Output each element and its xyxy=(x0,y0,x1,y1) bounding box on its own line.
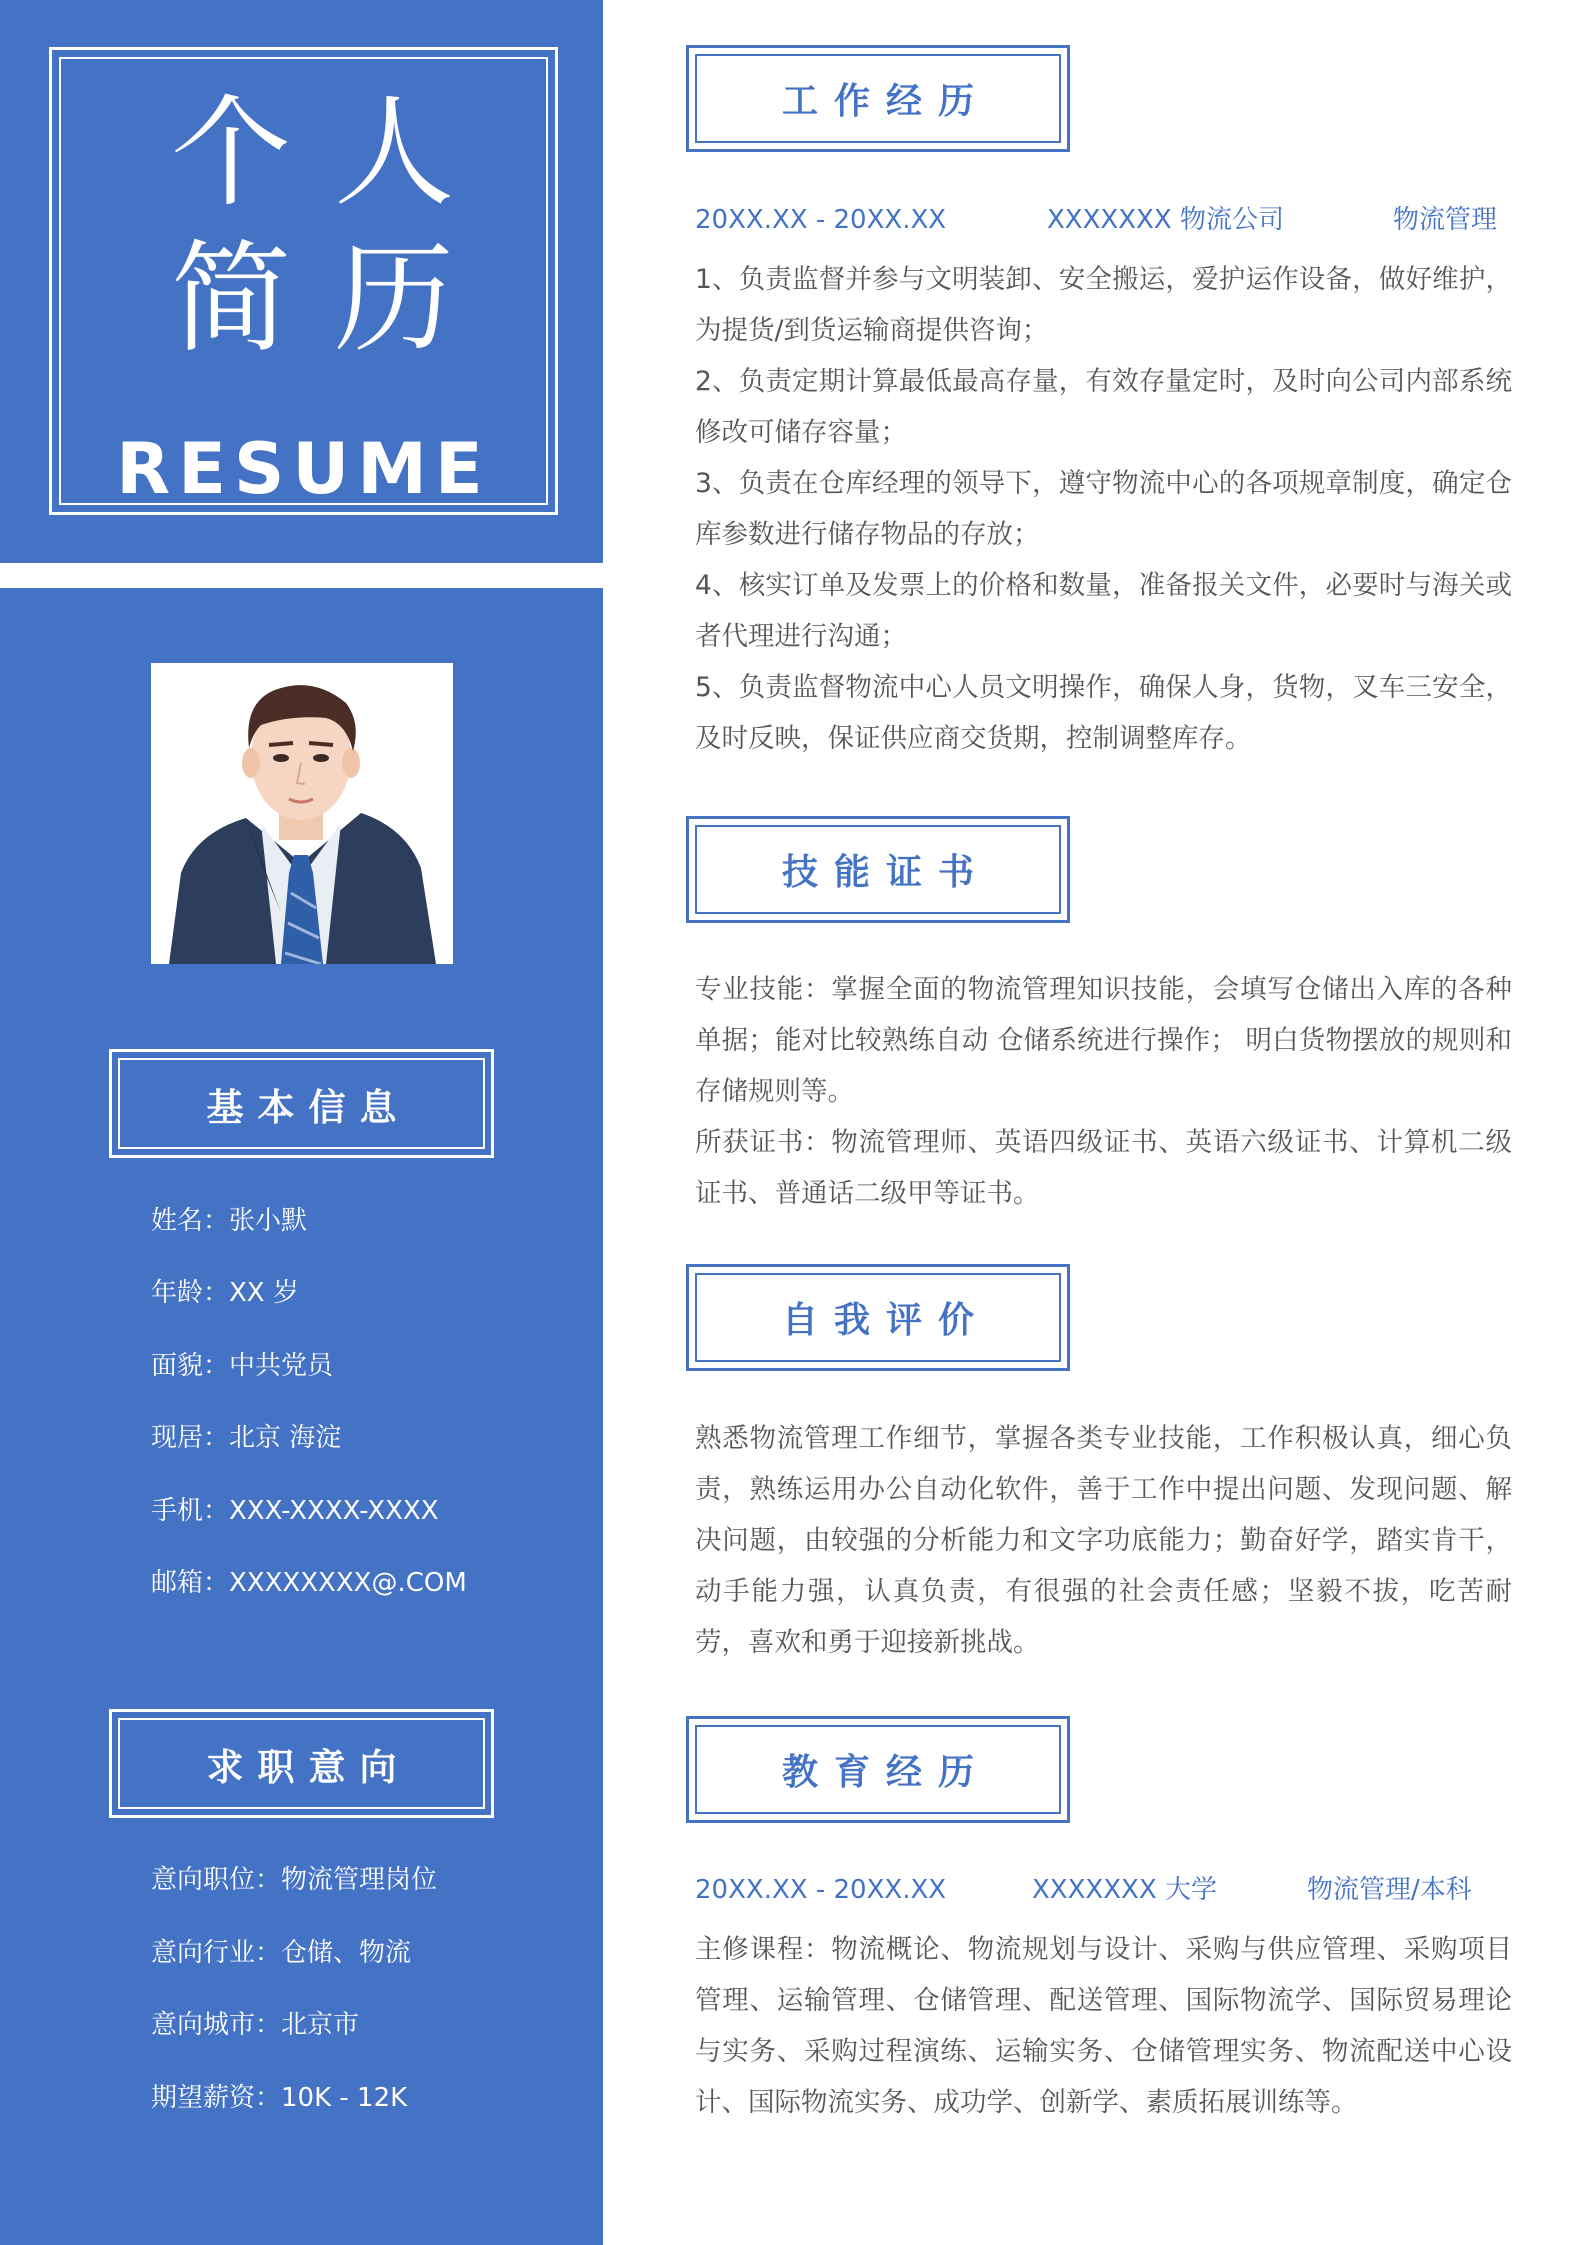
education-courses: 主修课程：物流概论、物流规划与设计、采购与供应管理、采购项目管理、运输管理、仓储管理、配送管理、国际物流学、国际贸易理论与实务、采购过程演练、运输实务、仓储管理实务、物流配送中心设计、国际物流实务、成功学、创新学、素质拓展训练等。 xyxy=(695,1934,1512,2118)
work-duty-5: 5、负责监督物流中心人员文明操作，确保人身，货物，叉车三安全，及时反映，保证供应商交货期，控制调整库存。 xyxy=(695,672,1512,754)
skills-heading: 技能证书 xyxy=(695,825,1061,914)
education-major: 物流管理/本科 xyxy=(1307,1875,1472,1905)
intent-salary: 期望薪资：10K - 12K xyxy=(151,2083,408,2113)
resume-subtitle: RESUME xyxy=(116,428,491,510)
work-company: XXXXXXX 物流公司 xyxy=(1047,205,1284,235)
info-residence: 现居：北京 海淀 xyxy=(151,1423,342,1453)
skills-certificates: 所获证书：物流管理师、英语四级证书、英语六级证书、计算机二级证书、普通话二级甲等证书。 xyxy=(695,1127,1512,1209)
work-duties xyxy=(695,254,1512,764)
work-heading-box xyxy=(686,45,1070,152)
basic-info-heading-box xyxy=(109,1049,494,1158)
basic-info-heading: 基本信息 xyxy=(118,1058,485,1149)
info-phone: 手机：XXX-XXXX-XXXX xyxy=(151,1496,439,1526)
title-char-3: 简 xyxy=(171,230,291,369)
profile-photo xyxy=(151,663,453,964)
work-heading: 工作经历 xyxy=(695,54,1061,143)
sidebar-header-panel xyxy=(0,0,603,563)
job-intent-heading-box xyxy=(109,1709,494,1818)
self-eval-paragraph: 熟悉物流管理工作细节，掌握各类专业技能，工作积极认真，细心负责，熟练运用办公自动化软件，善于工作中提出问题、发现问题、解决问题，由较强的分析能力和文字功底能力；勤奋好学，踏实肯干，动手能力强，认真负责，有很强的社会责任感；坚毅不拔，吃苦耐劳，喜欢和勇于迎接新挑战。 xyxy=(695,1423,1512,1658)
work-duty-4: 4、核实订单及发票上的价格和数量，准备报关文件，必要时与海关或者代理进行沟通； xyxy=(695,570,1512,652)
self-eval-text xyxy=(695,1413,1512,1668)
title-char-4: 历 xyxy=(334,230,454,369)
job-intent-heading: 求职意向 xyxy=(118,1718,485,1809)
info-political-status: 面貌：中共党员 xyxy=(151,1351,334,1381)
intent-industry: 意向行业：仓储、物流 xyxy=(151,1938,412,1968)
work-duty-2: 2、负责定期计算最低最高存量，有效存量定时，及时向公司内部系统修改可储存容量； xyxy=(695,366,1512,448)
education-heading: 教育经历 xyxy=(695,1725,1061,1814)
intent-city: 意向城市：北京市 xyxy=(151,2010,360,2040)
self-eval-heading: 自我评价 xyxy=(695,1273,1061,1362)
info-email: 邮箱：XXXXXXXX@.COM xyxy=(151,1568,467,1598)
education-period: 20XX.XX - 20XX.XX xyxy=(695,1875,947,1905)
resume-title-box xyxy=(49,47,558,515)
work-duty-3: 3、负责在仓库经理的领导下，遵守物流中心的各项规章制度，确定仓库参数进行储存物品的存放； xyxy=(695,468,1512,550)
skills-text xyxy=(695,964,1512,1219)
title-char-1: 个 xyxy=(171,84,291,223)
education-heading-box xyxy=(686,1716,1070,1823)
title-char-2: 人 xyxy=(334,84,454,223)
info-name: 姓名：张小默 xyxy=(151,1206,308,1236)
education-school: XXXXXXX 大学 xyxy=(1032,1875,1217,1905)
info-age: 年龄：XX 岁 xyxy=(151,1278,299,1308)
skills-professional: 专业技能：掌握全面的物流管理知识技能，会填写仓储出入库的各种单据；能对比较熟练自动 仓储系统进行操作； 明白货物摆放的规则和存储规则等。 xyxy=(695,974,1512,1107)
skills-heading-box xyxy=(686,816,1070,923)
intent-position: 意向职位：物流管理岗位 xyxy=(151,1865,438,1895)
work-role: 物流管理 xyxy=(1393,205,1498,235)
work-duty-1: 1、负责监督并参与文明装卸、安全搬运，爱护运作设备，做好维护，为提货/到货运输商提供咨询； xyxy=(695,264,1512,346)
self-eval-heading-box xyxy=(686,1264,1070,1371)
work-period: 20XX.XX - 20XX.XX xyxy=(695,205,947,235)
education-courses-block xyxy=(695,1924,1512,2128)
